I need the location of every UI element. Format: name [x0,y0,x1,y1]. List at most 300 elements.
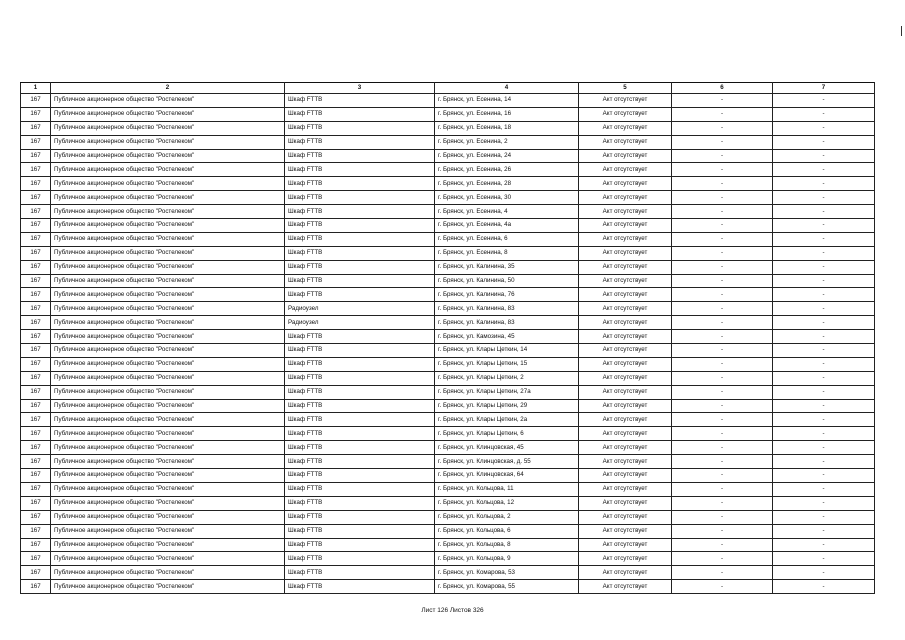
act-status-cell: Акт отсутствует [579,205,672,219]
row-number-cell: 167 [21,482,51,496]
row-number-cell: 167 [21,135,51,149]
address-cell: г. Брянск, ул. Клары Цеткин, 29 [435,399,579,413]
object-type-cell: Шкаф FTTB [285,399,435,413]
col7-cell: - [773,135,875,149]
col6-cell: - [672,455,773,469]
address-cell: г. Брянск, ул. Есенина, 26 [435,163,579,177]
col7-cell: - [773,482,875,496]
col6-cell: - [672,163,773,177]
col7-cell: - [773,191,875,205]
act-status-cell: Акт отсутствует [579,302,672,316]
row-number-cell: 167 [21,163,51,177]
act-status-cell: Акт отсутствует [579,149,672,163]
organization-cell: Публичное акционерное общество "Ростелеком" [51,163,285,177]
organization-cell: Публичное акционерное общество "Ростелеком" [51,580,285,594]
object-type-cell: Шкаф FTTB [285,246,435,260]
act-status-cell: Акт отсутствует [579,344,672,358]
object-type-cell: Шкаф FTTB [285,524,435,538]
address-cell: г. Брянск, ул. Есенина, 28 [435,177,579,191]
act-status-cell: Акт отсутствует [579,482,672,496]
table-row [21,552,875,566]
row-number-cell: 167 [21,232,51,246]
col-header-6: 6 [672,83,773,94]
address-cell: г. Брянск, ул. Клинцовская, 64 [435,469,579,483]
object-type-cell: Шкаф FTTB [285,371,435,385]
row-number-cell: 167 [21,371,51,385]
act-status-cell: Акт отсутствует [579,427,672,441]
act-status-cell: Акт отсутствует [579,316,672,330]
organization-cell: Публичное акционерное общество "Ростелеком" [51,302,285,316]
table-row [21,496,875,510]
act-status-cell: Акт отсутствует [579,94,672,108]
organization-cell: Публичное акционерное общество "Ростелеком" [51,191,285,205]
address-cell: г. Брянск, ул. Калинина, 50 [435,274,579,288]
act-status-cell: Акт отсутствует [579,357,672,371]
row-number-cell: 167 [21,496,51,510]
act-status-cell: Акт отсутствует [579,469,672,483]
col7-cell: - [773,455,875,469]
row-number-cell: 167 [21,316,51,330]
organization-cell: Публичное акционерное общество "Ростелеком" [51,441,285,455]
col7-cell: - [773,566,875,580]
address-cell: г. Брянск, ул. Камозина, 45 [435,330,579,344]
edge-mark [901,26,902,36]
address-cell: г. Брянск, ул. Кольцова, 2 [435,510,579,524]
row-number-cell: 167 [21,219,51,233]
row-number-cell: 167 [21,260,51,274]
object-type-cell: Шкаф FTTB [285,94,435,108]
act-status-cell: Акт отсутствует [579,566,672,580]
registry-table [20,82,875,594]
table-row [21,510,875,524]
organization-cell: Публичное акционерное общество "Ростелеком" [51,399,285,413]
act-status-cell: Акт отсутствует [579,441,672,455]
col7-cell: - [773,246,875,260]
col6-cell: - [672,371,773,385]
col7-cell: - [773,163,875,177]
organization-cell: Публичное акционерное общество "Ростелеком" [51,149,285,163]
col6-cell: - [672,94,773,108]
object-type-cell: Шкаф FTTB [285,385,435,399]
table-row [21,135,875,149]
table-row [21,357,875,371]
object-type-cell: Радиоузел [285,302,435,316]
address-cell: г. Брянск, ул. Клары Цеткин, 6 [435,427,579,441]
col7-cell: - [773,510,875,524]
address-cell: г. Брянск, ул. Есенина, 14 [435,94,579,108]
address-cell: г. Брянск, ул. Клинцовская, 45 [435,441,579,455]
address-cell: г. Брянск, ул. Есенина, 24 [435,149,579,163]
act-status-cell: Акт отсутствует [579,385,672,399]
table-row [21,371,875,385]
object-type-cell: Шкаф FTTB [285,496,435,510]
object-type-cell: Шкаф FTTB [285,413,435,427]
col-header-4: 4 [435,83,579,94]
address-cell: г. Брянск, ул. Кольцова, 6 [435,524,579,538]
col7-cell: - [773,232,875,246]
object-type-cell: Шкаф FTTB [285,149,435,163]
object-type-cell: Шкаф FTTB [285,566,435,580]
address-cell: г. Брянск, ул. Кольцова, 12 [435,496,579,510]
table-row [21,94,875,108]
col7-cell: - [773,413,875,427]
col6-cell: - [672,413,773,427]
col-header-5: 5 [579,83,672,94]
organization-cell: Публичное акционерное общество "Ростелеком" [51,385,285,399]
table-row [21,455,875,469]
object-type-cell: Шкаф FTTB [285,107,435,121]
col6-cell: - [672,205,773,219]
act-status-cell: Акт отсутствует [579,496,672,510]
row-number-cell: 167 [21,121,51,135]
col7-cell: - [773,371,875,385]
table-row [21,469,875,483]
col6-cell: - [672,469,773,483]
table-row [21,219,875,233]
table-row [21,205,875,219]
col6-cell: - [672,552,773,566]
col7-cell: - [773,274,875,288]
object-type-cell: Шкаф FTTB [285,344,435,358]
organization-cell: Публичное акционерное общество "Ростелеком" [51,538,285,552]
table-body [21,94,875,594]
object-type-cell: Радиоузел [285,316,435,330]
row-number-cell: 167 [21,191,51,205]
act-status-cell: Акт отсутствует [579,538,672,552]
object-type-cell: Шкаф FTTB [285,205,435,219]
col6-cell: - [672,149,773,163]
organization-cell: Публичное акционерное общество "Ростелеком" [51,246,285,260]
table-row [21,413,875,427]
address-cell: г. Брянск, ул. Калинина, 35 [435,260,579,274]
address-cell: г. Брянск, ул. Калинина, 83 [435,302,579,316]
table-row [21,246,875,260]
table-row [21,538,875,552]
col-header-7: 7 [773,83,875,94]
row-number-cell: 167 [21,107,51,121]
table-row [21,399,875,413]
row-number-cell: 167 [21,399,51,413]
table-row [21,107,875,121]
table-row [21,385,875,399]
act-status-cell: Акт отсутствует [579,121,672,135]
table-row [21,566,875,580]
organization-cell: Публичное акционерное общество "Ростелеком" [51,552,285,566]
organization-cell: Публичное акционерное общество "Ростелеком" [51,316,285,330]
object-type-cell: Шкаф FTTB [285,427,435,441]
address-cell: г. Брянск, ул. Клинцовская, д. 55 [435,455,579,469]
col6-cell: - [672,427,773,441]
col6-cell: - [672,580,773,594]
table-row [21,288,875,302]
organization-cell: Публичное акционерное общество "Ростелеком" [51,566,285,580]
col7-cell: - [773,469,875,483]
object-type-cell: Шкаф FTTB [285,357,435,371]
row-number-cell: 167 [21,510,51,524]
address-cell: г. Брянск, ул. Есенина, 8 [435,246,579,260]
object-type-cell: Шкаф FTTB [285,330,435,344]
act-status-cell: Акт отсутствует [579,552,672,566]
col7-cell: - [773,302,875,316]
row-number-cell: 167 [21,524,51,538]
address-cell: г. Брянск, ул. Калинина, 83 [435,316,579,330]
act-status-cell: Акт отсутствует [579,163,672,177]
organization-cell: Публичное акционерное общество "Ростелеком" [51,274,285,288]
organization-cell: Публичное акционерное общество "Ростелеком" [51,469,285,483]
act-status-cell: Акт отсутствует [579,219,672,233]
row-number-cell: 167 [21,302,51,316]
organization-cell: Публичное акционерное общество "Ростелеком" [51,232,285,246]
organization-cell: Публичное акционерное общество "Ростелеком" [51,510,285,524]
act-status-cell: Акт отсутствует [579,399,672,413]
table-row [21,260,875,274]
table-row [21,232,875,246]
row-number-cell: 167 [21,552,51,566]
act-status-cell: Акт отсутствует [579,135,672,149]
page-counter: Лист 126 Листов 326 [421,607,484,614]
row-number-cell: 167 [21,94,51,108]
col7-cell: - [773,260,875,274]
col6-cell: - [672,330,773,344]
col7-cell: - [773,357,875,371]
address-cell: г. Брянск, ул. Есенина, 4 [435,205,579,219]
row-number-cell: 167 [21,246,51,260]
organization-cell: Публичное акционерное общество "Ростелеком" [51,288,285,302]
organization-cell: Публичное акционерное общество "Ростелеком" [51,219,285,233]
col6-cell: - [672,538,773,552]
row-number-cell: 167 [21,205,51,219]
row-number-cell: 167 [21,441,51,455]
act-status-cell: Акт отсутствует [579,330,672,344]
row-number-cell: 167 [21,455,51,469]
organization-cell: Публичное акционерное общество "Ростелеком" [51,330,285,344]
act-status-cell: Акт отсутствует [579,371,672,385]
act-status-cell: Акт отсутствует [579,107,672,121]
object-type-cell: Шкаф FTTB [285,219,435,233]
organization-cell: Публичное акционерное общество "Ростелеком" [51,205,285,219]
address-cell: г. Брянск, ул. Клары Цеткин, 27а [435,385,579,399]
address-cell: г. Брянск, ул. Комарова, 53 [435,566,579,580]
col6-cell: - [672,219,773,233]
table-row [21,524,875,538]
organization-cell: Публичное акционерное общество "Ростелеком" [51,413,285,427]
col6-cell: - [672,107,773,121]
object-type-cell: Шкаф FTTB [285,135,435,149]
col6-cell: - [672,302,773,316]
act-status-cell: Акт отсутствует [579,580,672,594]
col7-cell: - [773,344,875,358]
table-row [21,302,875,316]
object-type-cell: Шкаф FTTB [285,121,435,135]
organization-cell: Публичное акционерное общество "Ростелеком" [51,94,285,108]
col6-cell: - [672,566,773,580]
col6-cell: - [672,510,773,524]
row-number-cell: 167 [21,566,51,580]
col7-cell: - [773,427,875,441]
col6-cell: - [672,496,773,510]
col7-cell: - [773,441,875,455]
col-header-3: 3 [285,83,435,94]
row-number-cell: 167 [21,538,51,552]
col7-cell: - [773,288,875,302]
col7-cell: - [773,496,875,510]
row-number-cell: 167 [21,149,51,163]
organization-cell: Публичное акционерное общество "Ростелеком" [51,344,285,358]
object-type-cell: Шкаф FTTB [285,274,435,288]
address-cell: г. Брянск, ул. Кольцова, 11 [435,482,579,496]
header-row [21,83,875,94]
organization-cell: Публичное акционерное общество "Ростелеком" [51,357,285,371]
row-number-cell: 167 [21,177,51,191]
col6-cell: - [672,524,773,538]
address-cell: г. Брянск, ул. Клары Цеткин, 15 [435,357,579,371]
organization-cell: Публичное акционерное общество "Ростелеком" [51,496,285,510]
col6-cell: - [672,316,773,330]
row-number-cell: 167 [21,288,51,302]
col6-cell: - [672,274,773,288]
table-row [21,149,875,163]
col6-cell: - [672,288,773,302]
address-cell: г. Брянск, ул. Есенина, 30 [435,191,579,205]
address-cell: г. Брянск, ул. Кольцова, 9 [435,552,579,566]
address-cell: г. Брянск, ул. Есенина, 6 [435,232,579,246]
act-status-cell: Акт отсутствует [579,191,672,205]
row-number-cell: 167 [21,427,51,441]
object-type-cell: Шкаф FTTB [285,441,435,455]
address-cell: г. Брянск, ул. Клары Цеткин, 14 [435,344,579,358]
object-type-cell: Шкаф FTTB [285,232,435,246]
address-cell: г. Брянск, ул. Кольцова, 8 [435,538,579,552]
row-number-cell: 167 [21,413,51,427]
act-status-cell: Акт отсутствует [579,232,672,246]
table-row [21,121,875,135]
organization-cell: Публичное акционерное общество "Ростелеком" [51,135,285,149]
address-cell: г. Брянск, ул. Калинина, 76 [435,288,579,302]
organization-cell: Публичное акционерное общество "Ростелеком" [51,121,285,135]
address-cell: г. Брянск, ул. Есенина, 18 [435,121,579,135]
address-cell: г. Брянск, ул. Комарова, 55 [435,580,579,594]
row-number-cell: 167 [21,330,51,344]
col6-cell: - [672,357,773,371]
act-status-cell: Акт отсутствует [579,524,672,538]
table-row [21,344,875,358]
col7-cell: - [773,399,875,413]
table-row [21,441,875,455]
act-status-cell: Акт отсутствует [579,288,672,302]
act-status-cell: Акт отсутствует [579,510,672,524]
table-row [21,191,875,205]
col7-cell: - [773,121,875,135]
address-cell: г. Брянск, ул. Есенина, 16 [435,107,579,121]
organization-cell: Публичное акционерное общество "Ростелеком" [51,524,285,538]
object-type-cell: Шкаф FTTB [285,260,435,274]
object-type-cell: Шкаф FTTB [285,482,435,496]
row-number-cell: 167 [21,357,51,371]
object-type-cell: Шкаф FTTB [285,538,435,552]
address-cell: г. Брянск, ул. Клары Цеткин, 2а [435,413,579,427]
row-number-cell: 167 [21,344,51,358]
col6-cell: - [672,441,773,455]
col7-cell: - [773,205,875,219]
col7-cell: - [773,316,875,330]
col6-cell: - [672,177,773,191]
col7-cell: - [773,580,875,594]
col-header-1: 1 [21,83,51,94]
table-row [21,482,875,496]
address-cell: г. Брянск, ул. Есенина, 2 [435,135,579,149]
object-type-cell: Шкаф FTTB [285,191,435,205]
address-cell: г. Брянск, ул. Клары Цеткин, 2 [435,371,579,385]
col7-cell: - [773,330,875,344]
row-number-cell: 167 [21,385,51,399]
col-header-2: 2 [51,83,285,94]
organization-cell: Публичное акционерное общество "Ростелеком" [51,371,285,385]
address-cell: г. Брянск, ул. Есенина, 4а [435,219,579,233]
row-number-cell: 167 [21,580,51,594]
col7-cell: - [773,524,875,538]
col7-cell: - [773,177,875,191]
table-row [21,580,875,594]
col7-cell: - [773,552,875,566]
organization-cell: Публичное акционерное общество "Ростелеком" [51,455,285,469]
col7-cell: - [773,538,875,552]
organization-cell: Публичное акционерное общество "Ростелеком" [51,482,285,496]
row-number-cell: 167 [21,469,51,483]
col6-cell: - [672,385,773,399]
object-type-cell: Шкаф FTTB [285,510,435,524]
col7-cell: - [773,107,875,121]
col6-cell: - [672,232,773,246]
col6-cell: - [672,344,773,358]
col6-cell: - [672,482,773,496]
table-row [21,330,875,344]
object-type-cell: Шкаф FTTB [285,580,435,594]
col7-cell: - [773,94,875,108]
act-status-cell: Акт отсутствует [579,246,672,260]
object-type-cell: Шкаф FTTB [285,469,435,483]
table-row [21,177,875,191]
organization-cell: Публичное акционерное общество "Ростелеком" [51,177,285,191]
object-type-cell: Шкаф FTTB [285,163,435,177]
act-status-cell: Акт отсутствует [579,177,672,191]
object-type-cell: Шкаф FTTB [285,455,435,469]
table-row [21,274,875,288]
table-row [21,316,875,330]
organization-cell: Публичное акционерное общество "Ростелеком" [51,260,285,274]
organization-cell: Публичное акционерное общество "Ростелеком" [51,107,285,121]
col7-cell: - [773,149,875,163]
col6-cell: - [672,246,773,260]
col6-cell: - [672,399,773,413]
act-status-cell: Акт отсутствует [579,274,672,288]
table-row [21,427,875,441]
object-type-cell: Шкаф FTTB [285,288,435,302]
col6-cell: - [672,135,773,149]
act-status-cell: Акт отсутствует [579,413,672,427]
col7-cell: - [773,219,875,233]
act-status-cell: Акт отсутствует [579,260,672,274]
col7-cell: - [773,385,875,399]
organization-cell: Публичное акционерное общество "Ростелеком" [51,427,285,441]
col6-cell: - [672,121,773,135]
object-type-cell: Шкаф FTTB [285,552,435,566]
act-status-cell: Акт отсутствует [579,455,672,469]
col6-cell: - [672,191,773,205]
table-row [21,163,875,177]
col6-cell: - [672,260,773,274]
object-type-cell: Шкаф FTTB [285,177,435,191]
row-number-cell: 167 [21,274,51,288]
